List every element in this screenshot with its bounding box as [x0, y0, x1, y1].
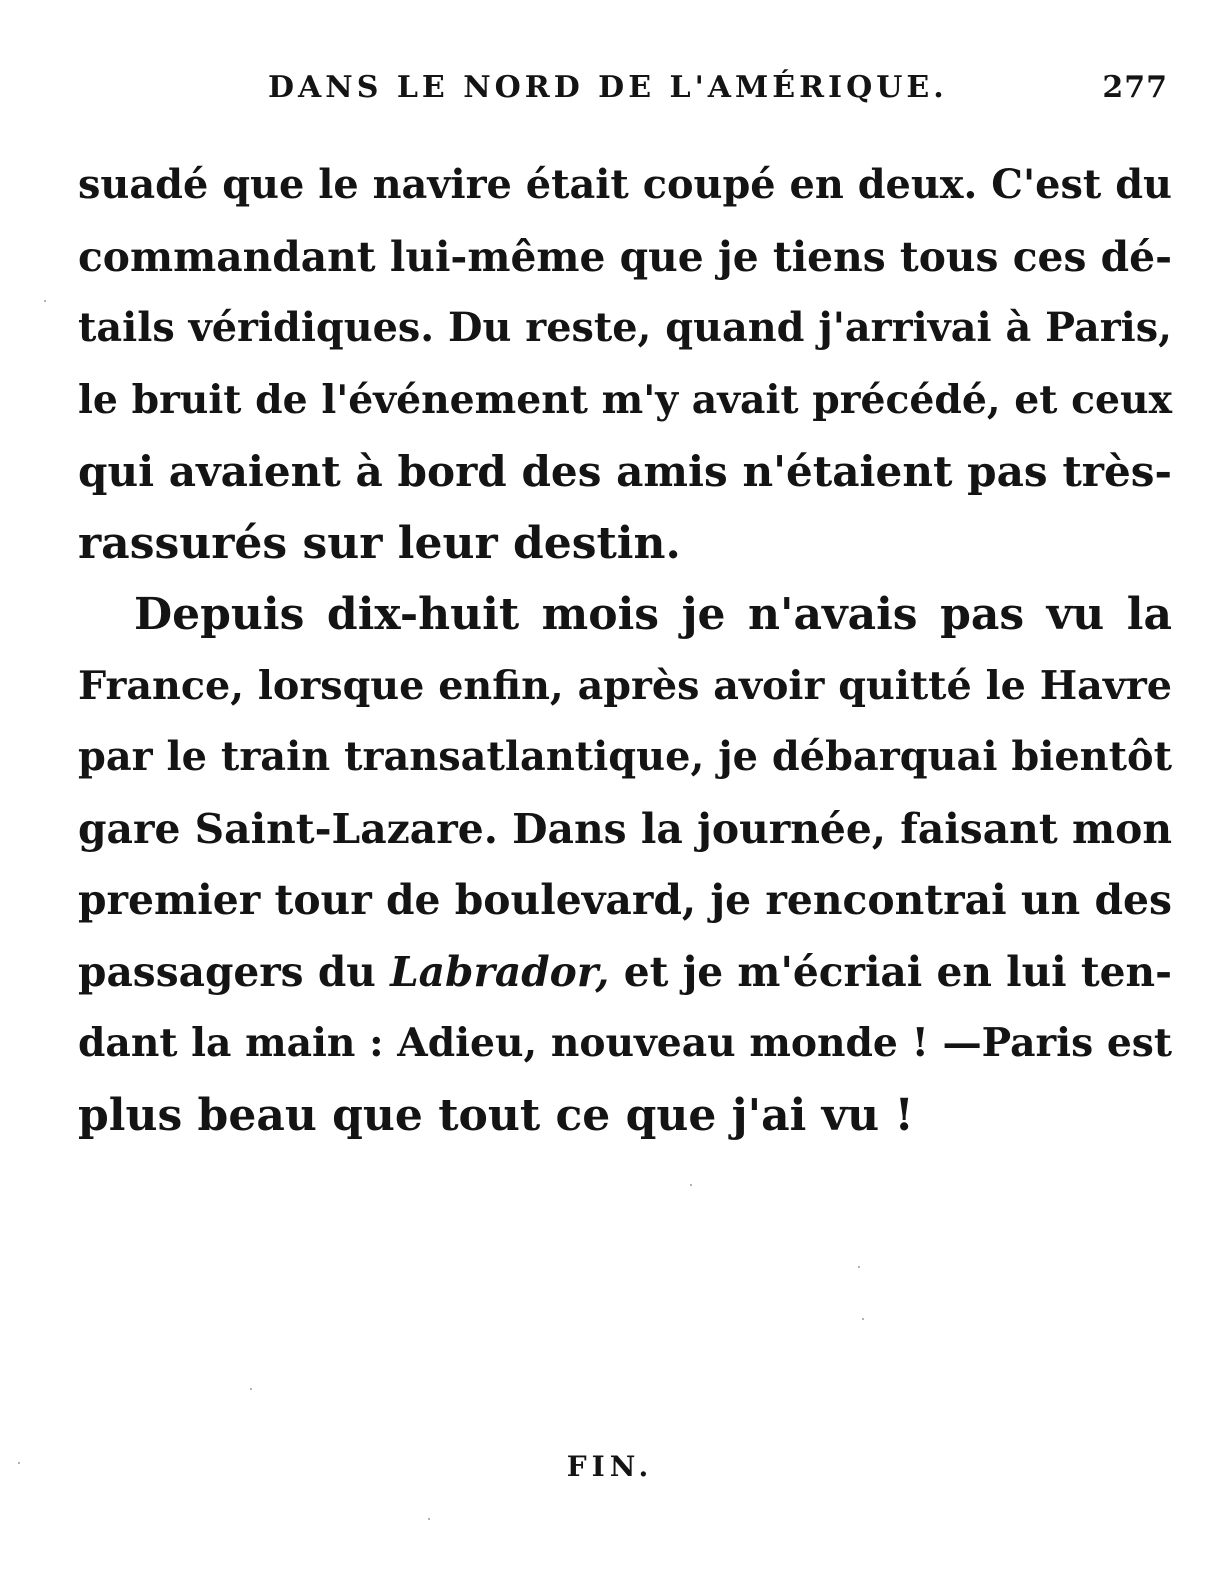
- body-text: [78, 150, 1172, 1151]
- scan-speck: [858, 1266, 860, 1268]
- running-title: DANS LE NORD DE L'AMÉRIQUE.: [268, 70, 948, 105]
- scan-speck: [250, 1388, 252, 1390]
- end-mark: FIN.: [566, 1450, 654, 1483]
- text-line: suadé que le navire était coupé en deux. C'est du: [78, 162, 1172, 208]
- scan-speck: [44, 300, 46, 302]
- text-line: France, lorsque enfin, après avoir quitté le Havre: [78, 662, 1172, 709]
- scan-speck: [690, 1184, 692, 1186]
- text-line: premier tour de boulevard, je rencontrai un des: [78, 876, 1172, 924]
- text-fragment: passagers du: [78, 947, 391, 996]
- scan-speck: [428, 1518, 430, 1520]
- text-line: tails véridiques. Du reste, quand j'arrivai à Paris,: [78, 305, 1172, 351]
- text-line: gare Saint-Lazare. Dans la journée, faisant mon: [78, 804, 1172, 853]
- running-head: [268, 70, 1168, 110]
- text-line: Depuis dix-huit mois je n'avais pas vu la: [134, 589, 1172, 640]
- text-line: le bruit de l'événement m'y avait précédé, et ceux: [78, 376, 1172, 423]
- ship-name: Labrador,: [390, 947, 610, 996]
- scan-speck: [18, 1462, 20, 1464]
- text-fragment: et je m'écriai en lui ten-: [609, 947, 1172, 996]
- text-line-with-ship-name: [78, 937, 1172, 1009]
- text-line: par le train transatlantique, je débarquai bientôt: [78, 734, 1172, 780]
- text-line: rassurés sur leur destin.: [78, 517, 681, 569]
- scan-speck: [862, 1318, 864, 1320]
- page-number: 277: [1102, 70, 1168, 105]
- text-line: plus beau que tout ce que j'ai vu !: [78, 1089, 914, 1141]
- text-line: qui avaient à bord des amis n'étaient pas très-: [78, 446, 1172, 496]
- text-line: dant la main : Adieu, nouveau monde ! —Paris est: [78, 1020, 1172, 1066]
- text-line: commandant lui-même que je tiens tous ces dé-: [78, 232, 1172, 281]
